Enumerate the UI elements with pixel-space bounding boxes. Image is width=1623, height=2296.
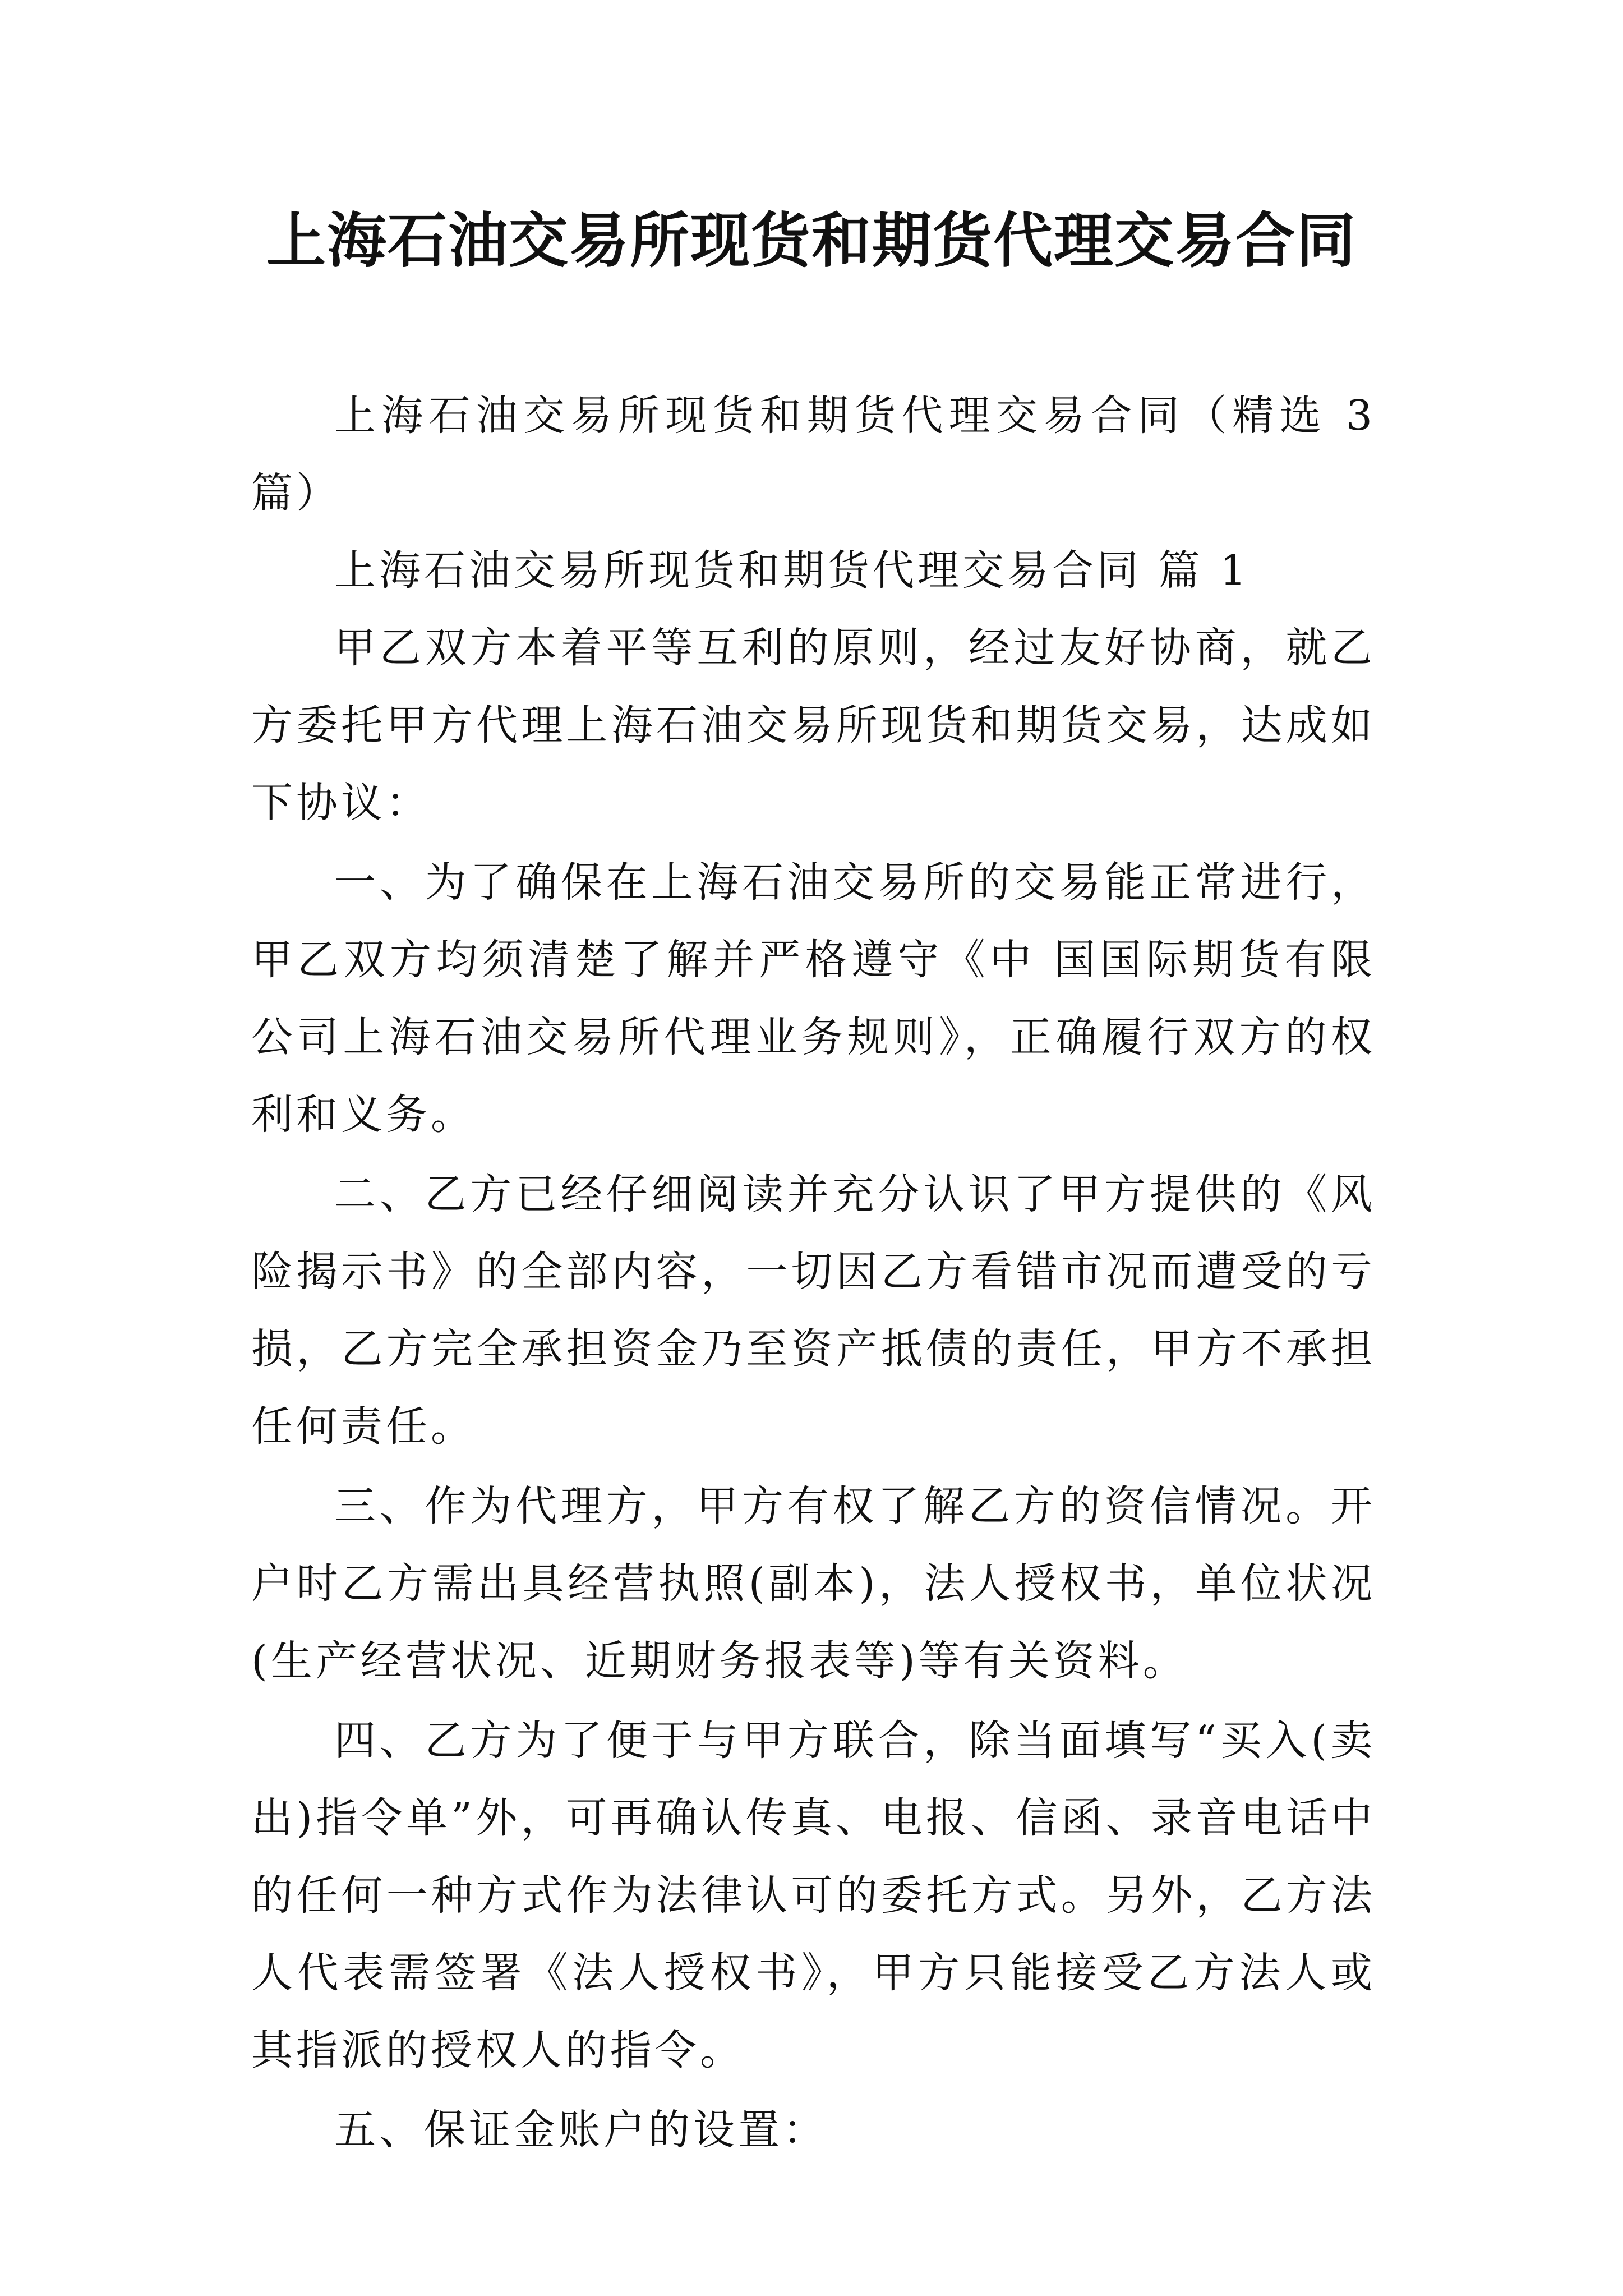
paragraph-clause-5: 五、保证金账户的设置： — [334, 2106, 828, 2154]
section-heading: 上海石油交易所现货和期货代理交易合同 篇 1 — [334, 546, 1250, 595]
paragraph-clause-2: 二、乙方已经仔细阅读并充分认识了甲方提供的《风险揭示书》的全部内容，一切因乙方看错市况而遭受的亏损，乙方完全承担资金乃至资产抵债的责任，甲方不承担任何责任。 — [251, 1170, 1376, 1451]
paragraph-preamble: 甲乙双方本着平等互利的原则，经过友好协商，就乙方委托甲方代理上海石油交易所现货和期货交易，达成如下协议： — [251, 624, 1376, 827]
paragraph-clause-1: 一、为了确保在上海石油交易所的交易能正常进行，甲乙双方均须清楚了解并严格遵守《中 国国际期货有限公司上海石油交易所代理业务规则》，正确履行双方的权利和义务。 — [251, 858, 1376, 1139]
paragraph-clause-4: 四、乙方为了便于与甲方联合，除当面填写“买入(卖出)指令单”外，可再确认传真、电报、信函、录音电话中的任何一种方式作为法律认可的委托方式。另外，乙方法人代表需签署《法人授权书》，甲方只能接受乙方法人或其指派的授权人的指令。 — [251, 1717, 1376, 2074]
document-title: 上海石油交易所现货和期货代理交易合同 — [266, 206, 1357, 275]
subtitle-collection: 上海石油交易所现货和期货代理交易合同（精选 3 篇） — [251, 392, 1376, 517]
document-body — [251, 377, 1376, 2169]
paragraph-clause-3: 三、作为代理方，甲方有权了解乙方的资信情况。开户时乙方需出具经营执照(副本)，法人授权书，单位状况(生产经营状况、近期财务报表等)等有关资料。 — [251, 1482, 1376, 1685]
